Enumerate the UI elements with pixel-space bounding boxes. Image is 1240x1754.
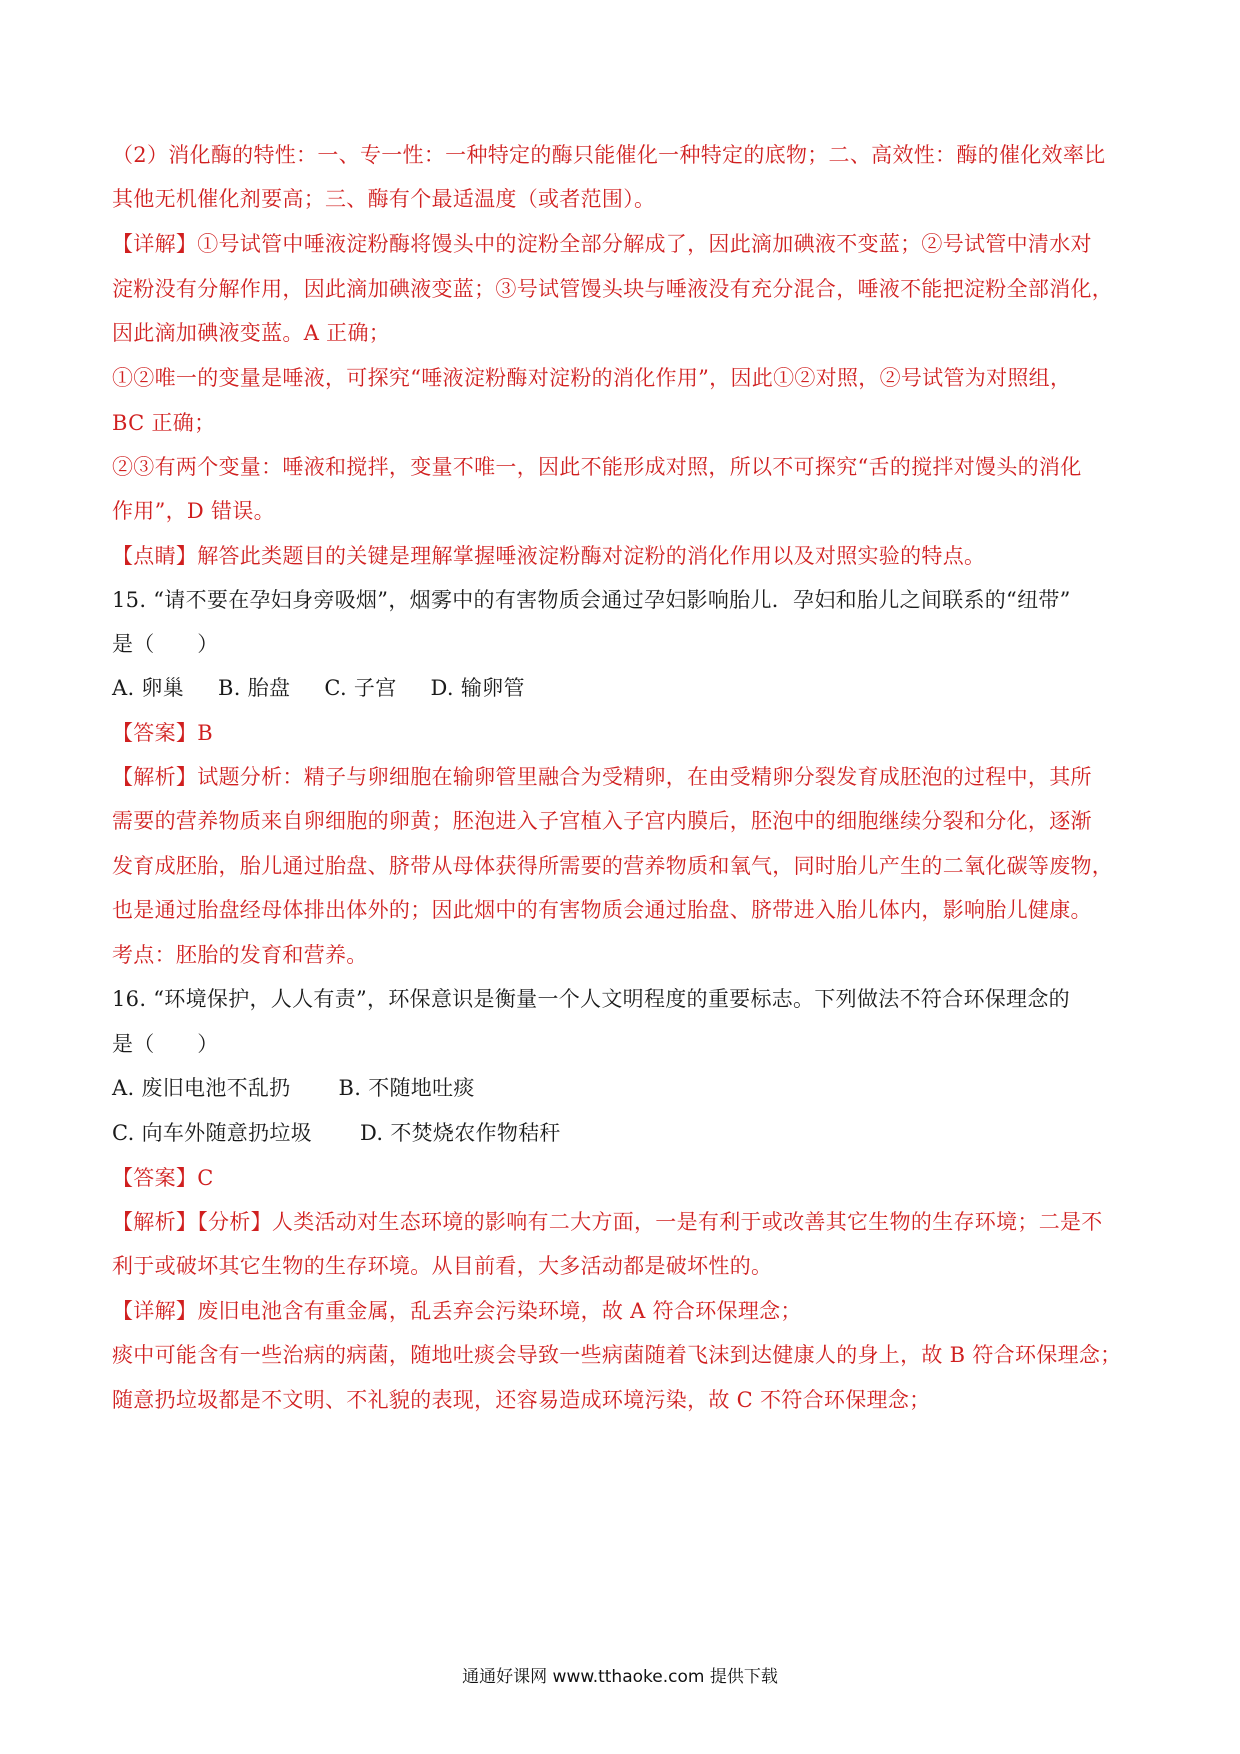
line-text: 是（ ） bbox=[112, 1032, 219, 1056]
text-line bbox=[112, 762, 1092, 792]
line-text: 发育成胚胎，胎儿通过胎盘、脐带从母体获得所需要的营养物质和氧气，同时胎儿产生的二氧化碳等废物， bbox=[112, 854, 1114, 878]
text-line bbox=[112, 318, 390, 348]
text-line bbox=[112, 1207, 1103, 1237]
section-tag: 【答案】 bbox=[112, 721, 198, 745]
answer-option: B. 不随地吐痰 bbox=[338, 1076, 475, 1100]
text-line bbox=[112, 1385, 930, 1415]
answer-option: D. 不焚烧农作物秸秆 bbox=[359, 1121, 561, 1145]
section-tag: 【详解】 bbox=[112, 1299, 198, 1323]
answer-option: D. 输卵管 bbox=[430, 676, 525, 700]
line-text: 其他无机催化剂要高；三、酶有个最适温度（或者范围）。 bbox=[112, 187, 656, 211]
line-text: （2）消化酶的特性：一、专一性：一种特定的酶只能催化一种特定的底物；二、高效性：酶的催化效率比 bbox=[112, 143, 1106, 167]
line-text: 作用”，D 错误。 bbox=[112, 499, 275, 523]
section-tag: 【解析】 bbox=[112, 1210, 198, 1234]
text-line bbox=[112, 363, 1071, 393]
section-tag: 【点睛】 bbox=[112, 544, 198, 568]
text-line bbox=[112, 541, 985, 571]
line-text: 15. “请不要在孕妇身旁吸烟”，烟雾中的有害物质会通过孕妇影响胎儿．孕妇和胎儿之间联系的“纽带” bbox=[112, 588, 1071, 612]
text-line bbox=[112, 718, 213, 748]
answer-option: B. 胎盘 bbox=[218, 676, 291, 700]
section-tag: 【解析】 bbox=[112, 765, 198, 789]
text-line bbox=[112, 496, 275, 526]
page-footer bbox=[0, 1662, 1240, 1687]
line-text: C bbox=[197, 1166, 214, 1190]
text-line bbox=[112, 1251, 772, 1281]
text-line bbox=[112, 452, 1082, 482]
section-tag: 【详解】 bbox=[112, 232, 198, 256]
line-text: 是（ ） bbox=[112, 632, 219, 656]
line-text: 需要的营养物质来自卵细胞的卵黄；胚泡进入子宫植入子宫内膜后，胚泡中的细胞继续分裂和分化，逐渐 bbox=[112, 809, 1092, 833]
text-line bbox=[112, 851, 1113, 881]
line-text: 随意扔垃圾都是不文明、不礼貌的表现，还容易造成环境污染，故 C 不符合环保理念； bbox=[112, 1388, 931, 1412]
footer-text: 通通好课网 www.tthaoke.com 提供下载 bbox=[462, 1667, 778, 1687]
line-text: ①号试管中唾液淀粉酶将馒头中的淀粉全部分解成了，因此滴加碘液不变蓝；②号试管中清水对 bbox=[197, 232, 1092, 256]
line-text: 考点：胚胎的发育和营养。 bbox=[112, 943, 368, 967]
line-text: ②③有两个变量：唾液和搅拌，变量不唯一，因此不能形成对照，所以不可探究“舌的搅拌对馒头的消化 bbox=[112, 455, 1082, 479]
text-line bbox=[112, 140, 1105, 170]
answer-option: A. 废旧电池不乱扔 bbox=[112, 1076, 291, 1100]
text-line bbox=[112, 984, 1070, 1014]
section-tag: 【分析】 bbox=[197, 1210, 272, 1234]
text-line bbox=[112, 895, 1092, 925]
text-line bbox=[112, 1163, 214, 1193]
line-text: 解答此类题目的关键是理解掌握唾液淀粉酶对淀粉的消化作用以及对照实验的特点。 bbox=[197, 544, 986, 568]
line-text: BC 正确； bbox=[112, 411, 216, 435]
line-text: 淀粉没有分解作用，因此滴加碘液变蓝；③号试管馒头块与唾液没有充分混合，唾液不能把淀粉全部消化， bbox=[112, 277, 1114, 301]
text-line bbox=[112, 1296, 802, 1326]
text-line bbox=[112, 1118, 561, 1148]
line-text: 也是通过胎盘经母体排出体外的；因此烟中的有害物质会通过胎盘、脐带进入胎儿体内，影响胎儿健康。 bbox=[112, 898, 1092, 922]
line-text: 因此滴加碘液变蓝。A 正确； bbox=[112, 321, 391, 345]
text-line bbox=[112, 1340, 1121, 1370]
text-line bbox=[112, 1029, 219, 1059]
text-line bbox=[112, 408, 215, 438]
text-line bbox=[112, 229, 1092, 259]
line-text: 废旧电池含有重金属，乱丢弃会污染环境，故 A 符合环保理念； bbox=[197, 1299, 802, 1323]
text-line bbox=[112, 806, 1092, 836]
line-text: 利于或破坏其它生物的生存环境。从目前看，大多活动都是破坏性的。 bbox=[112, 1254, 773, 1278]
answer-option: C. 向车外随意扔垃圾 bbox=[112, 1121, 312, 1145]
text-line bbox=[112, 585, 1071, 615]
line-text: 16. “环境保护，人人有责”，环保意识是衡量一个人文明程度的重要标志。下列做法不符合环保理念的 bbox=[112, 987, 1070, 1011]
text-line bbox=[112, 1073, 475, 1103]
answer-option: A. 卵巢 bbox=[112, 676, 185, 700]
text-line bbox=[112, 673, 525, 703]
text-line bbox=[112, 274, 1113, 304]
line-text: ①②唯一的变量是唾液，可探究“唾液淀粉酶对淀粉的消化作用”，因此①②对照，②号试管为对照组， bbox=[112, 366, 1072, 390]
section-tag: 【答案】 bbox=[112, 1166, 198, 1190]
line-text: B bbox=[197, 721, 213, 745]
line-text: 试题分析：精子与卵细胞在输卵管里融合为受精卵，在由受精卵分裂发育成胚泡的过程中，其所 bbox=[197, 765, 1092, 789]
line-text: 人类活动对生态环境的影响有二大方面，一是有利于或改善其它生物的生存环境；二是不 bbox=[271, 1210, 1103, 1234]
text-line bbox=[112, 184, 655, 214]
line-text: 痰中可能含有一些治病的病菌，随地吐痰会导致一些病菌随着飞沫到达健康人的身上，故 B 符合环保理念； bbox=[112, 1343, 1122, 1367]
text-line bbox=[112, 940, 368, 970]
text-line bbox=[112, 629, 219, 659]
answer-option: C. 子宫 bbox=[324, 676, 397, 700]
